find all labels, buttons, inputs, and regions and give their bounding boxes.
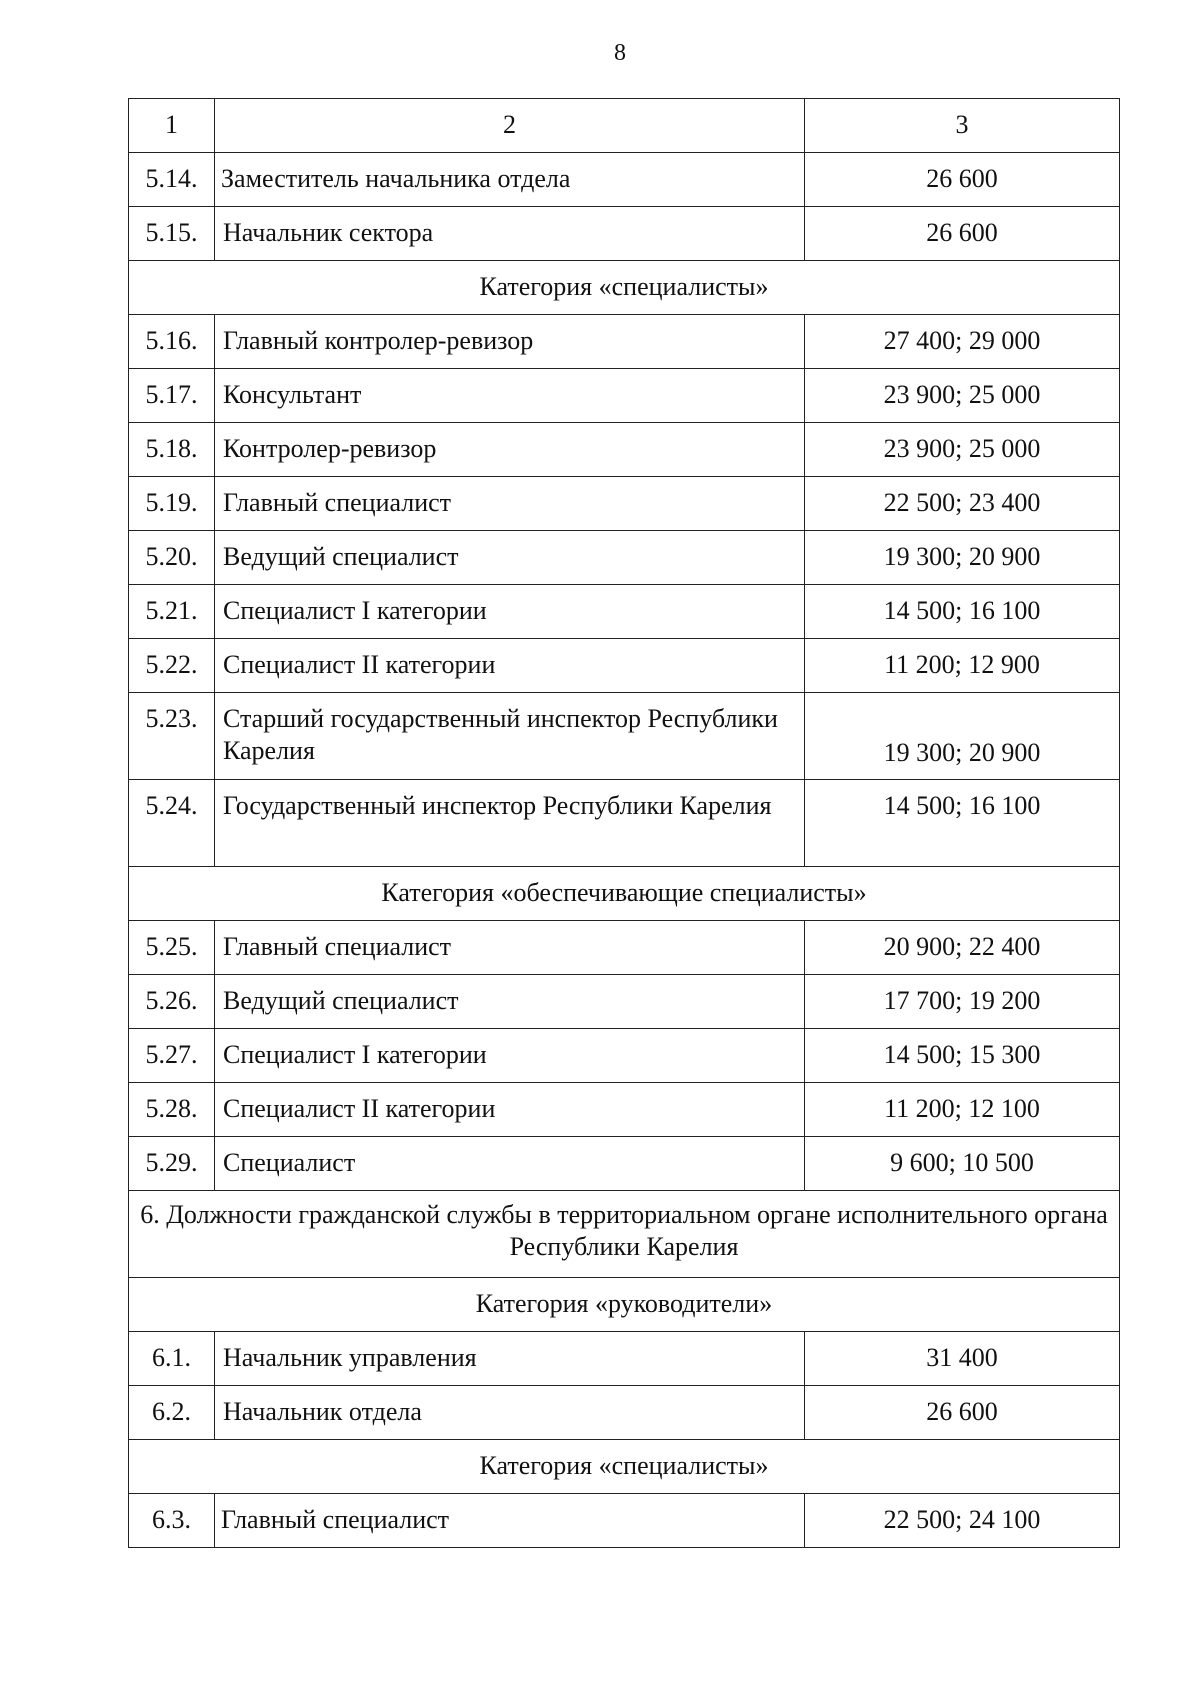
category-label: Категория «специалисты» [129,261,1120,315]
salary-table [128,98,1120,1548]
row-number: 5.21. [129,585,215,639]
table-row [129,153,1120,207]
salary-value: 17 700; 19 200 [805,975,1120,1029]
category-row [129,261,1120,315]
position-title: Государственный инспектор Республики Карелия [215,780,805,867]
salary-value: 14 500; 16 100 [805,780,1120,867]
table-row [129,1083,1120,1137]
table-row [129,639,1120,693]
section-row [129,1191,1120,1278]
position-title: Начальник отдела [215,1386,805,1440]
position-title: Главный контролер-ревизор [215,315,805,369]
row-number: 5.14. [129,153,215,207]
row-number: 5.23. [129,693,215,780]
position-title: Консультант [215,369,805,423]
salary-value: 22 500; 24 100 [805,1494,1120,1548]
table-row [129,1494,1120,1548]
position-title: Ведущий специалист [215,531,805,585]
table-header-row [129,99,1120,153]
category-row [129,1278,1120,1332]
table-row [129,531,1120,585]
salary-value: 19 300; 20 900 [805,693,1120,780]
position-title: Специалист I категории [215,1029,805,1083]
table-row [129,315,1120,369]
table-row [129,780,1120,867]
row-number: 6.3. [129,1494,215,1548]
table-row [129,423,1120,477]
position-title: Контролер-ревизор [215,423,805,477]
row-number: 5.17. [129,369,215,423]
salary-value: 14 500; 16 100 [805,585,1120,639]
position-title: Заместитель начальника отдела [215,153,805,207]
section-heading: 6. Должности гражданской службы в территориальном органе исполнительного органа Республики Карелия [129,1191,1120,1278]
category-label: Категория «руководители» [129,1278,1120,1332]
row-number: 5.16. [129,315,215,369]
category-row [129,1440,1120,1494]
position-title: Специалист II категории [215,639,805,693]
salary-value: 19 300; 20 900 [805,531,1120,585]
position-title: Главный специалист [215,921,805,975]
salary-value: 27 400; 29 000 [805,315,1120,369]
salary-value: 23 900; 25 000 [805,423,1120,477]
column-header-3: 3 [805,99,1120,153]
position-title: Главный специалист [215,477,805,531]
row-number: 5.24. [129,780,215,867]
table-row [129,1029,1120,1083]
salary-value: 20 900; 22 400 [805,921,1120,975]
row-number: 5.25. [129,921,215,975]
column-header-2: 2 [215,99,805,153]
salary-value: 31 400 [805,1332,1120,1386]
position-title: Старший государственный инспектор Республики Карелия [215,693,805,780]
table-row [129,1332,1120,1386]
category-row [129,867,1120,921]
row-number: 5.15. [129,207,215,261]
row-number: 5.19. [129,477,215,531]
table-row [129,207,1120,261]
row-number: 5.18. [129,423,215,477]
row-number: 5.28. [129,1083,215,1137]
salary-value: 22 500; 23 400 [805,477,1120,531]
salary-value: 26 600 [805,207,1120,261]
page-number: 8 [614,40,626,66]
salary-value: 26 600 [805,1386,1120,1440]
position-title: Специалист II категории [215,1083,805,1137]
table-row [129,369,1120,423]
position-title: Начальник управления [215,1332,805,1386]
position-title: Начальник сектора [215,207,805,261]
position-title: Главный специалист [215,1494,805,1548]
table-row [129,975,1120,1029]
row-number: 6.1. [129,1332,215,1386]
table-row [129,1386,1120,1440]
table-row [129,1137,1120,1191]
category-label: Категория «специалисты» [129,1440,1120,1494]
position-title: Специалист [215,1137,805,1191]
salary-value: 11 200; 12 900 [805,639,1120,693]
row-number: 5.27. [129,1029,215,1083]
table-row [129,585,1120,639]
position-title: Ведущий специалист [215,975,805,1029]
row-number: 5.22. [129,639,215,693]
salary-value: 11 200; 12 100 [805,1083,1120,1137]
table-row [129,477,1120,531]
table-row [129,921,1120,975]
column-header-1: 1 [129,99,215,153]
row-number: 5.29. [129,1137,215,1191]
salary-value: 26 600 [805,153,1120,207]
row-number: 6.2. [129,1386,215,1440]
salary-value: 23 900; 25 000 [805,369,1120,423]
salary-value: 9 600; 10 500 [805,1137,1120,1191]
row-number: 5.20. [129,531,215,585]
salary-value: 14 500; 15 300 [805,1029,1120,1083]
position-title: Специалист I категории [215,585,805,639]
table-row [129,693,1120,780]
row-number: 5.26. [129,975,215,1029]
category-label: Категория «обеспечивающие специалисты» [129,867,1120,921]
